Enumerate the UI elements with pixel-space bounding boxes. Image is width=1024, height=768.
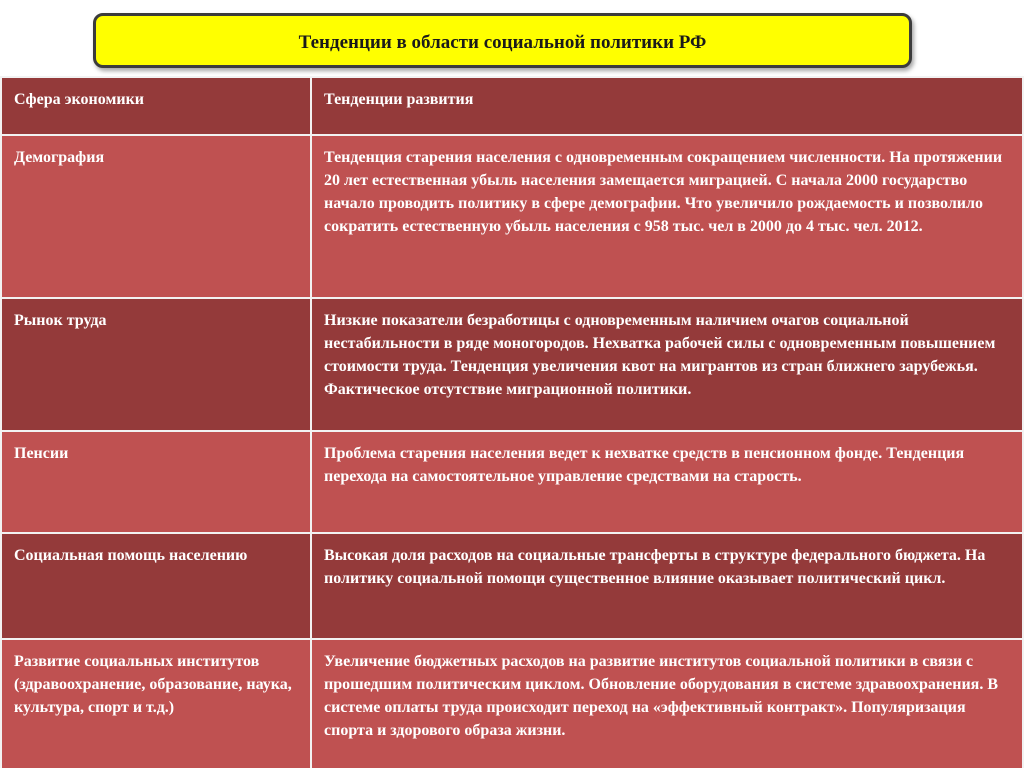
header-trends: Тенденции развития (311, 77, 1023, 135)
row-trends-cell: Высокая доля расходов на социальные трансферты в структуре федерального бюджета. На политику социальной помощи существенное влияние оказывает политический цикл. (311, 533, 1023, 639)
table-row (1, 135, 1023, 298)
row-trends-cell: Проблема старения населения ведет к нехватке средств в пенсионном фонде. Тенденция перехода на самостоятельное управление средствами на старость. (311, 431, 1023, 533)
row-sphere-cell: Демография (1, 135, 311, 298)
table-header-row (1, 77, 1023, 135)
row-sphere-cell: Рынок труда (1, 298, 311, 431)
table-row (1, 431, 1023, 533)
page-title: Тенденции в области социальной политики РФ (298, 31, 707, 53)
header-sphere: Сфера экономики (1, 77, 311, 135)
trends-table (0, 76, 1024, 768)
row-sphere-cell: Пенсии (1, 431, 311, 533)
row-sphere-cell: Развитие социальных институтов (здравоохранение, образование, наука, культура, спорт и т.д.) (1, 639, 311, 768)
row-trends-cell: Увеличение бюджетных расходов на развитие институтов социальной политики в связи с прошедшим политическим циклом. Обновление оборудования в системе здравоохранения. В системе оплаты труда происходит переход на «эффективный контракт». Популяризация спорта и здорового образа жизни. (311, 639, 1023, 768)
table-row (1, 298, 1023, 431)
row-trends-cell: Низкие показатели безработицы с одновременным наличием очагов социальной нестабильности в ряде моногородов. Нехватка рабочей силы с одновременным повышением стоимости труда. Тенденция увеличения квот на мигрантов из стран ближнего зарубежья. Фактическое отсутствие миграционной политики. (311, 298, 1023, 431)
row-sphere-cell: Социальная помощь населению (1, 533, 311, 639)
row-trends-cell: Тенденция старения населения с одновременным сокращением численности. На протяжении 20 лет естественная убыль населения замещается миграцией. С начала 2000 государство начало проводить политику в сфере демографии. Что увеличило рождаемость и позволило сократить естественную убыль населения с 958 тыс. чел в 2000 до 4 тыс. чел. 2012. (311, 135, 1023, 298)
table-row (1, 639, 1023, 768)
title-box (93, 13, 912, 68)
table-row (1, 533, 1023, 639)
